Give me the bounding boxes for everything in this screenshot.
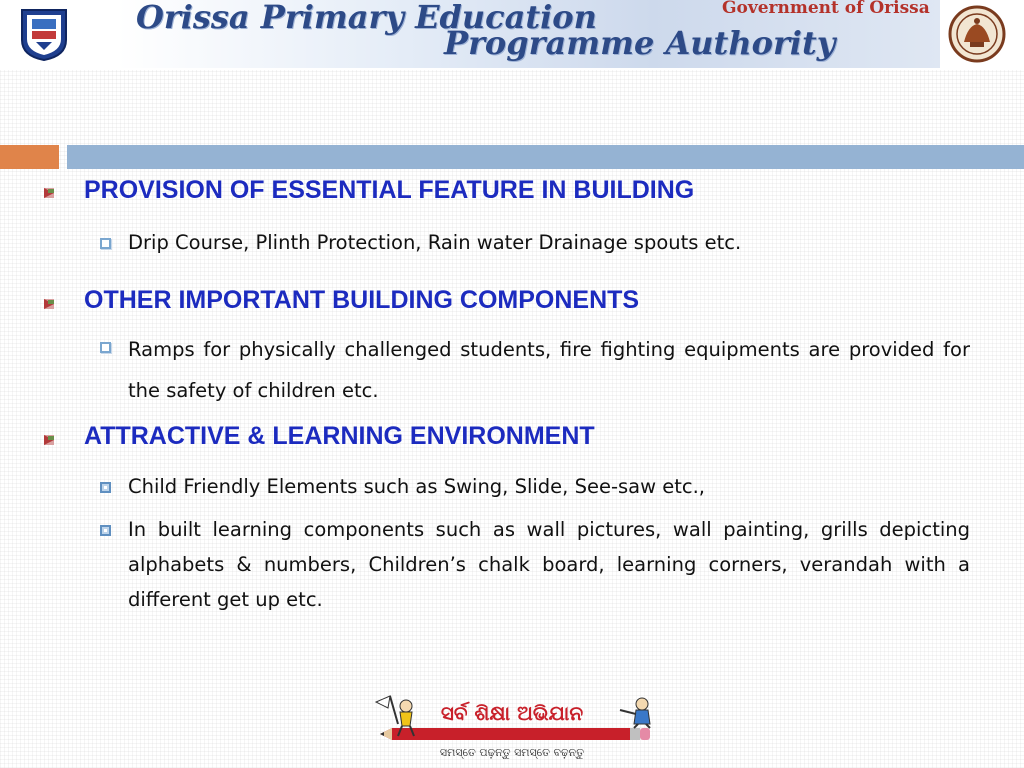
section-heading-1: PROVISION OF ESSENTIAL FEATURE IN BUILDING <box>84 176 695 204</box>
section-heading-2: OTHER IMPORTANT BUILDING COMPONENTS <box>84 286 640 314</box>
footer-logo-title: ସର୍ବ ଶିକ୍ଷା ଅଭିଯାନ <box>440 701 584 725</box>
header-title-line1: Orissa Primary Education <box>136 0 597 36</box>
heading-bullet-icon <box>43 187 55 199</box>
sub-bullet-icon <box>100 525 111 536</box>
sub-bullet-icon <box>100 238 111 249</box>
sub-bullet-icon <box>100 342 111 353</box>
footer-logo-tagline: ସମସ୍ତେ ପଢ଼ନ୍ତୁ ସମସ୍ତେ ବଢ଼ନ୍ତୁ <box>439 746 585 759</box>
sub-bullet-icon <box>100 482 111 493</box>
heading-bullet-icon <box>43 298 55 310</box>
government-label: Government of Orissa <box>722 0 930 18</box>
list-item: Ramps for physically challenged students, fire fighting equipments are provided for the safety of children etc. <box>128 338 970 402</box>
list-item: Drip Course, Plinth Protection, Rain water Drainage spouts etc. <box>128 231 742 254</box>
header-title-line2: Programme Authority <box>444 24 836 62</box>
list-item: In built learning components such as wall pictures, wall painting, grills depicting alphabets & numbers, Children’s chalk board, learning corners, verandah with a different get up etc. <box>128 518 970 611</box>
section-heading-3: ATTRACTIVE & LEARNING ENVIRONMENT <box>84 422 595 450</box>
heading-bullet-icon <box>43 434 55 446</box>
list-item: Child Friendly Elements such as Swing, Slide, See-saw etc., <box>128 475 705 498</box>
sarva-shiksha-abhiyan-logo-icon <box>372 690 668 762</box>
